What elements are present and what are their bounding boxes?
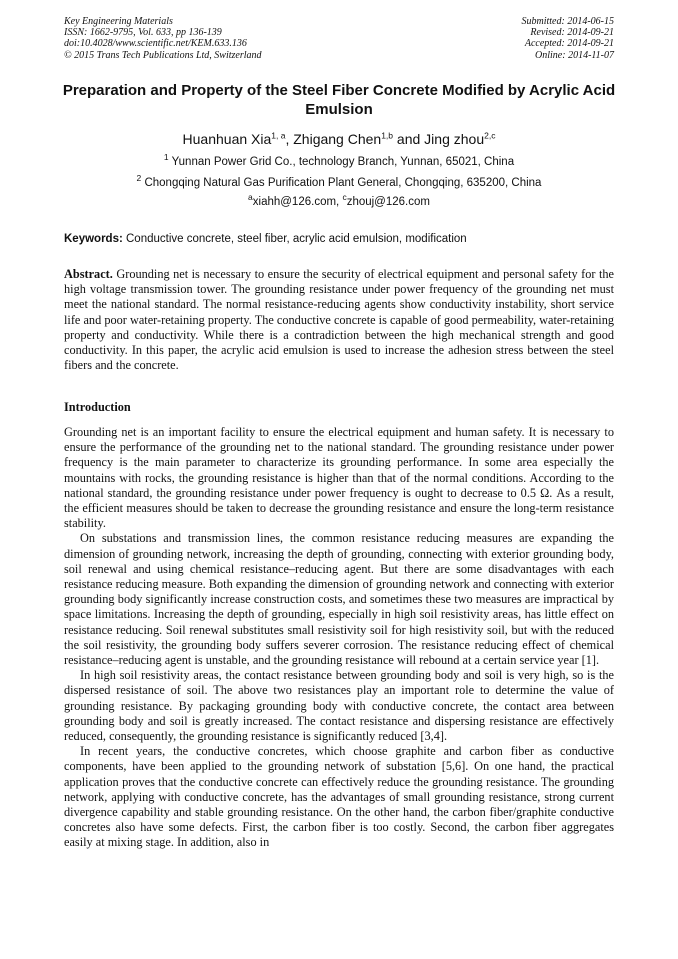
author-name: Jing zhou: [424, 131, 485, 147]
affiliation-2: [50, 173, 628, 190]
body-paragraph: Grounding net is an important facility to ensure the electrical equipment and human safety. It is necessary to ensure the performance of the grounding net to the national standard. The grounding resistance under power frequency is the main parameter to characterize its grounding performance. In some area especially the mountains with rocks, the grounding resistance is higher than that of the normal conditions. According to the national standard, the grounding resistance under power frequency is ought to decrease to 0.5 Ω. As a result, the efficient measures should be taken to decrease the grounding resistance and ensure the long-term resistance stability.: [64, 425, 614, 531]
author-name: Zhigang Chen: [293, 131, 382, 147]
paper-title: Preparation and Property of the Steel Fiber Concrete Modified by Acrylic Acid Emulsion: [62, 82, 616, 118]
author-line: [50, 130, 628, 148]
revised-date: Revised: 2014-09-21: [530, 27, 614, 39]
affiliation-mark: 2: [136, 173, 142, 184]
email-link[interactable]: xiahh@126.com: [252, 196, 337, 208]
body-paragraph: On substations and transmission lines, the common resistance reducing measures are expanding the dimension of grounding network, increasing the depth of grounding, connecting with exterior grounding body, soil renewal and using chemical resistance–reducing agent. But there are some disadvantages with each resistance reducing measure. Both expanding the dimension of grounding network and connecting with exterior grounding body significantly increase construction costs, and sometimes these two measures are impractical by space limitations. Increasing the depth of grounding, especially in high soil resistivity areas, has little effect on resistance reducing. Soil renewal substitutes small resistivity soil for high resistivity soil, but with the reduced the soil resistivity, the grounding body suffers severer corrosion. The resistance reducing effect of chemical resistance–reducing agent is unstable, and the grounding resistance will rebound at a certain service year [1].: [64, 531, 614, 668]
introduction-body: [64, 425, 614, 851]
email-link[interactable]: zhouj@126.com: [346, 196, 430, 208]
doi-line: doi:10.4028/www.scientific.net/KEM.633.136: [64, 38, 247, 50]
keywords-text: Conductive concrete, steel fiber, acrylic acid emulsion, modification: [126, 233, 467, 245]
affiliation-text: Yunnan Power Grid Co., technology Branch, Yunnan, 65021, China: [171, 156, 515, 168]
affiliation-text: Chongqing Natural Gas Purification Plant General, Chongqing, 635200, China: [144, 177, 542, 189]
abstract-text: Grounding net is necessary to ensure the security of electrical equipment and personal safety for the high voltage transmission tower. The grounding resistance under power frequency of the grounding net must meet the national standard. The normal resistance-reducing agents show conductivity instability, short service life and poor water-retaining property. The conductive concrete is capable of good permeability, water-retaining property and conductivity. While there is a contradiction between the high mechanical strength and good conductivity. In this paper, the acrylic acid emulsion is used to increase the adhesion stress between the steel fibers and the concrete.: [64, 267, 615, 373]
submitted-date: Submitted: 2014-06-15: [521, 16, 614, 27]
email-mark: a: [248, 192, 253, 203]
abstract-label: Abstract.: [64, 267, 113, 281]
online-date: Online: 2014-11-07: [535, 49, 614, 61]
header-left: [64, 16, 262, 61]
keywords-label: Keywords:: [64, 233, 123, 245]
copyright-line: © 2015 Trans Tech Publications Ltd, Switzerland: [64, 49, 262, 61]
author-name: Huanhuan Xia: [182, 131, 272, 147]
journal-name: Key Engineering Materials: [64, 16, 173, 27]
header-right: [522, 16, 615, 61]
introduction-heading: Introduction: [64, 400, 131, 414]
affiliation-mark: 1: [163, 152, 169, 163]
email-separator: ,: [336, 196, 343, 208]
issn-line: ISSN: 1662-9795, Vol. 633, pp 136-139: [64, 27, 222, 39]
abstract: [64, 267, 614, 373]
body-paragraph: In high soil resistivity areas, the contact resistance between grounding body and soil is very high, so is the dispersed resistance of soil. The above two resistances play an important role to determine the value of grounding resistance. By packaging grounding body with conductive concrete, the contact area between grounding body and soil is greatly increased. The contact resistance and dispersing resistance are effectively reduced, consequently, the grounding resistance is significantly reduced [3,4].: [64, 668, 614, 744]
email-mark: c: [342, 192, 347, 203]
body-paragraph: In recent years, the conductive concretes, which choose graphite and carbon fiber as conductive components, have been applied to the grounding network of substation [5,6]. On one hand, the practical application proves that the conductive concrete can effectively reduce the grounding resistance. The grounding network, applying with conductive concrete, has the advantages of small grounding resistance, strong current divergence capability and stable grounding resistance. On the other hand, the carbon fiber/graphite conductive concretes also have some defects. First, the carbon fiber is too costly. Second, the carbon fiber aggregates easily at mixing stage. In addition, also in: [64, 744, 614, 850]
keywords: [64, 232, 624, 246]
affiliation-1: [50, 152, 628, 169]
author-separator: and: [393, 131, 425, 147]
author-affiliation-mark: 1,b: [381, 130, 394, 141]
author-affiliation-mark: 2,c: [484, 130, 496, 141]
email-line: [50, 192, 628, 209]
author-separator: ,: [285, 131, 294, 147]
accepted-date: Accepted: 2014-09-21: [524, 38, 614, 50]
author-affiliation-mark: 1, a: [271, 130, 286, 141]
